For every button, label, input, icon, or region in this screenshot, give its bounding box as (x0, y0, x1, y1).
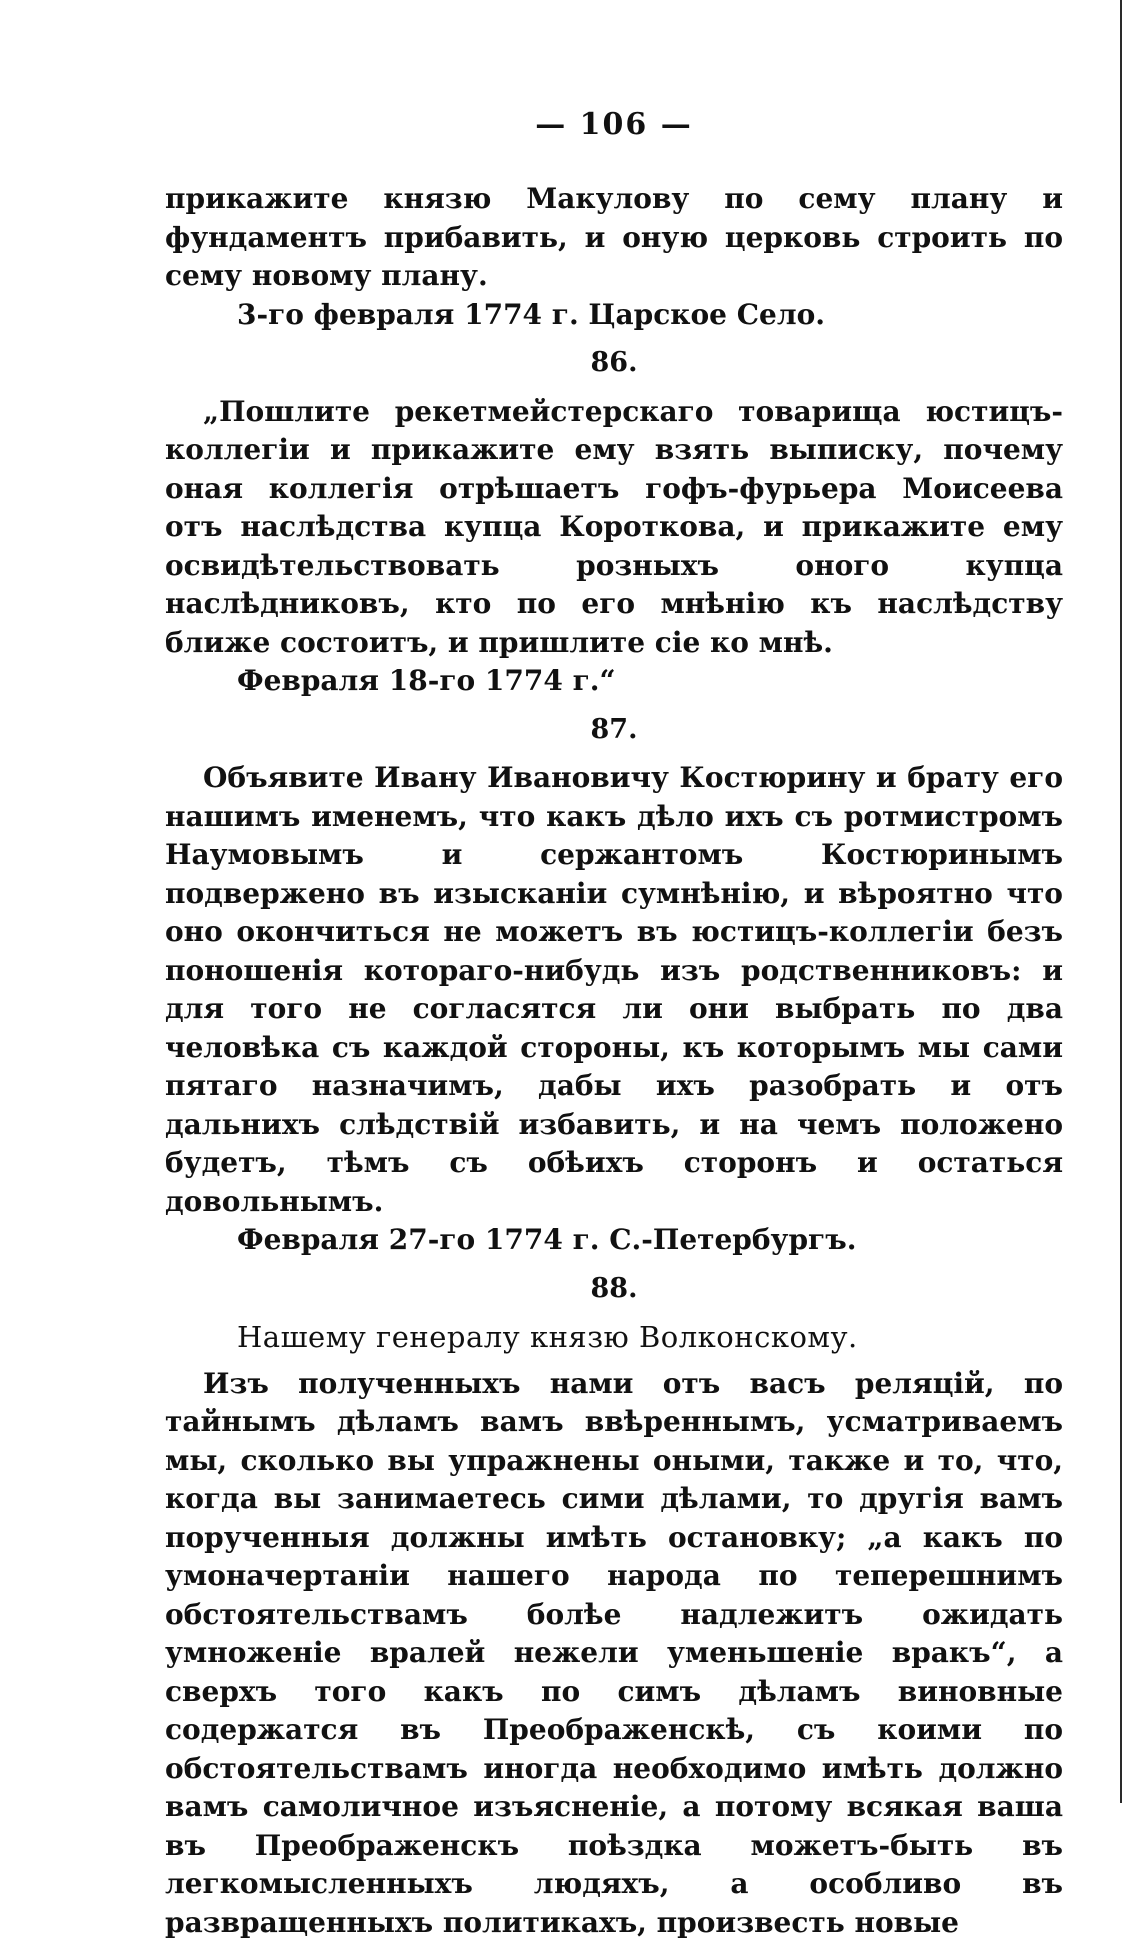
document-88-text: Изъ полученныхъ нами отъ васъ реляцій, по тайнымъ дѣламъ вамъ ввѣреннымъ, усматриваемъ мы, сколько вы упражнены оными, также и то, что, когда вы занимаетесь сими дѣлами, то другія вамъ порученныя должны имѣть остановку; „а какъ по умоначертаніи нашего народа по теперешнимъ обстоятельствамъ болѣе надлежитъ ожидать умноженіе вралей нежели уменьшеніе вракъ“, а сверхъ того какъ по симъ дѣламъ виновные содержатся въ Преображенскѣ, съ коими по обстоятельствамъ иногда необходимо имѣть должно вамъ самоличное изъясненіе, а потому всякая ваша въ Преображенскъ поѣздка можетъ-быть въ легкомысленныхъ людяхъ, а особливо въ развращенныхъ политикахъ, произвесть новые (165, 1365, 1063, 1942)
document-86-date: Февраля 18-го 1774 г.“ (165, 662, 1063, 701)
document-number-87: 87. (165, 711, 1063, 750)
text-column (165, 110, 1063, 1942)
page-edge-rule (1120, 0, 1122, 1803)
document-87-date: Февраля 27-го 1774 г. С.-Петербургъ. (165, 1221, 1063, 1260)
document-number-88: 88. (165, 1270, 1063, 1309)
page-number: — 106 — (165, 110, 1063, 140)
document-88-address: Нашему генералу князю Волконскому. (165, 1318, 1063, 1357)
document-86-text: „Пошлите рекетмейстерскаго товарища юстицъ-коллегіи и прикажите ему взять выписку, почему оная коллегія отрѣшаетъ гофъ-фурьера Моисеева отъ наслѣдства купца Короткова, и прикажите ему освидѣтельствовать розныхъ оного купца наслѣдниковъ, кто по его мнѣнію къ наслѣдству ближе состоитъ, и пришлите сіе ко мнѣ. (165, 393, 1063, 663)
document-87-text: Объявите Ивану Ивановичу Костюрину и брату его нашимъ именемъ, что какъ дѣло ихъ съ ротмистромъ Наумовымъ и сержантомъ Костюринымъ подвержено въ изысканіи сумнѣнію, и вѣроятно что оно окончиться не можетъ въ юстицъ-коллегіи безъ поношенія котораго-нибудь изъ родственниковъ: и для того не согласятся ли они выбрать по два человѣка съ каждой стороны, къ которымъ мы сами пятаго назначимъ, дабы ихъ разобрать и отъ дальнихъ слѣдствій избавить, и на чемъ положено будетъ, тѣмъ съ обѣихъ сторонъ и остаться довольнымъ. (165, 759, 1063, 1221)
continuation-paragraph: прикажите князю Макулову по сему плану и фундаментъ прибавить, и оную церковь строить по сему новому плану. (165, 180, 1063, 296)
date-line-1: 3-го февраля 1774 г. Царское Село. (165, 296, 1063, 335)
document-number-86: 86. (165, 344, 1063, 383)
